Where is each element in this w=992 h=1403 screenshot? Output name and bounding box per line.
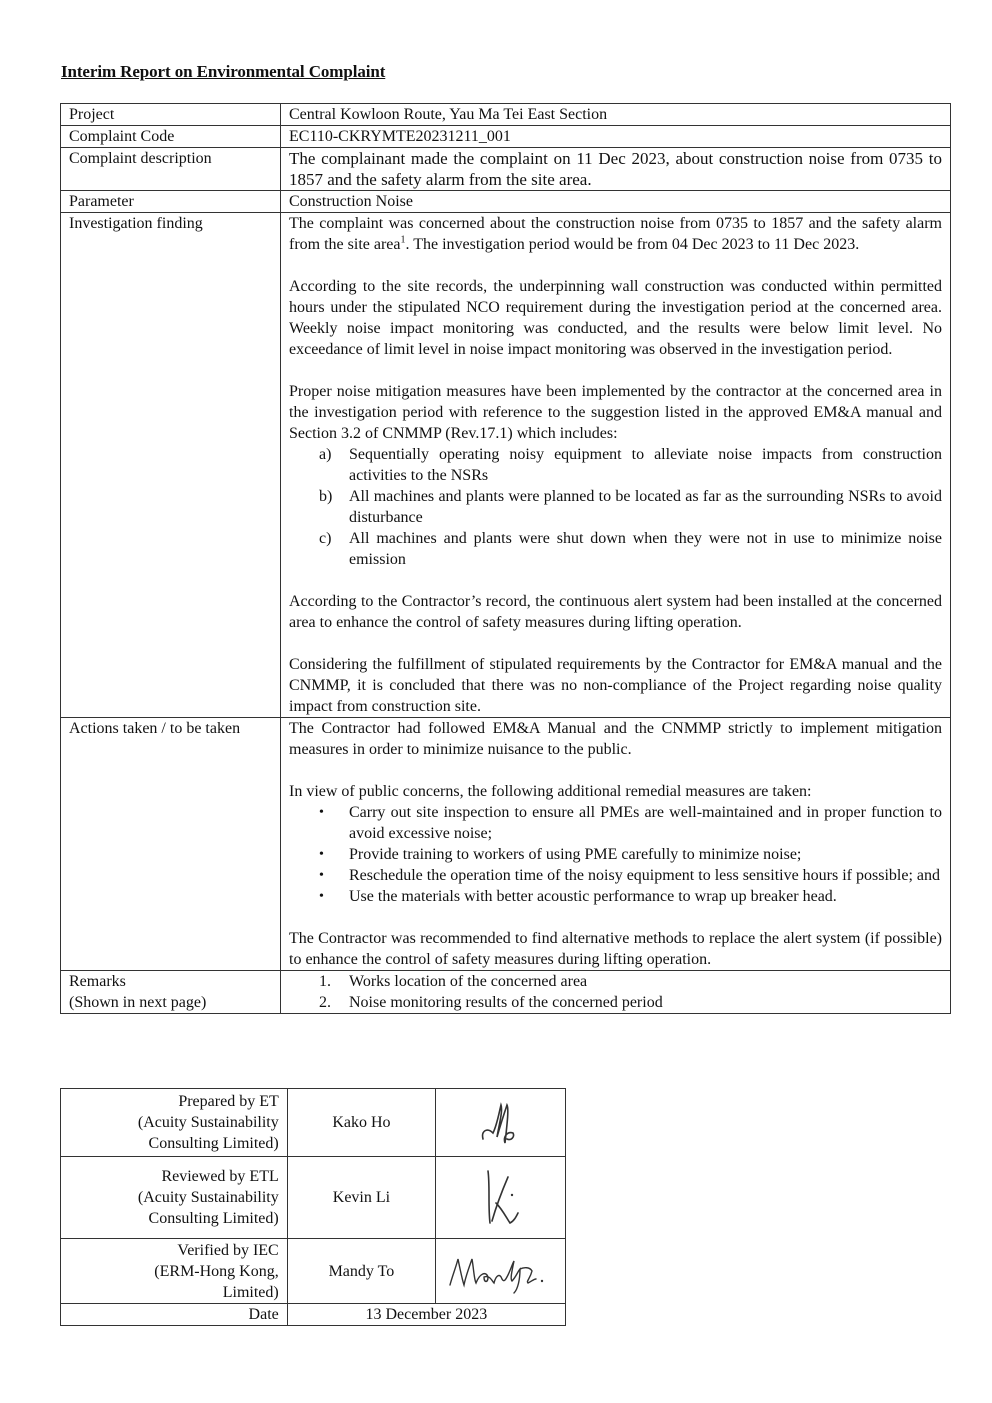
finding-paragraph-3: Proper noise mitigation measures have been implemented by the contractor at the concerned area in the investigation period with reference to the suggestion listed in the approved EM&A manual and Section 3.2 of CNMMP (Rev.17.1) which includes: — [289, 383, 942, 442]
signoff-table — [60, 1088, 566, 1326]
complaint-code-value: EC110-CKRYMTE20231211_001 — [281, 126, 951, 148]
row-project — [61, 104, 951, 126]
list-item: c) All machines and plants were shut down when they were not in use to minimize noise emission — [319, 530, 942, 568]
date-label: Date — [61, 1304, 288, 1326]
reviewed-name: Kevin Li — [287, 1157, 435, 1239]
complaint-code-label: Complaint Code — [61, 126, 281, 148]
mitigation-measures-list — [289, 444, 942, 570]
remarks-value — [281, 971, 951, 1014]
actions-paragraph-3: The Contractor was recommended to find alternative methods to replace the alert system (if possible) to enhance the control of safety measures during lifting operation. — [289, 930, 942, 968]
verified-role: Verified by IEC (ERM-Hong Kong, Limited) — [61, 1239, 288, 1304]
signature-icon — [471, 1097, 531, 1149]
finding-paragraph-1: The complaint was concerned about the construction noise from 0735 to 1857 and the safety alarm from the site area$^1$. The investigation period would be from 04 Dec 2023 to 11 Dec 2023. — [289, 215, 942, 253]
actions-value — [281, 718, 951, 971]
complaint-table — [60, 103, 951, 1014]
signoff-row-date — [61, 1304, 566, 1326]
signature-icon — [466, 1163, 536, 1233]
row-actions — [61, 718, 951, 971]
actions-label: Actions taken / to be taken — [61, 718, 281, 971]
project-label: Project — [61, 104, 281, 126]
project-value: Central Kowloon Route, Yau Ma Tei East Section — [281, 104, 951, 126]
bullet-icon: • — [319, 868, 324, 883]
signature-icon — [438, 1249, 563, 1294]
complaint-description-label: Complaint description — [61, 148, 281, 191]
list-item: • Use the materials with better acoustic performance to wrap up breaker head. — [319, 888, 837, 905]
complaint-description-value: The complainant made the complaint on 11 Dec 2023, about construction noise from 0735 to 1857 and the safety alarm from the site area. — [281, 148, 951, 191]
prepared-role: Prepared by ET (Acuity Sustainability Consulting Limited) — [61, 1089, 288, 1157]
bullet-icon: • — [319, 805, 324, 820]
report-title: Interim Report on Environmental Complaint — [61, 62, 386, 81]
list-item: • Carry out site inspection to ensure all PMEs are well-maintained and in proper function to avoid excessive noise; — [319, 804, 942, 842]
remarks-label: Remarks (Shown in next page) — [61, 971, 281, 1014]
finding-paragraph-5: Considering the fulfillment of stipulated requirements by the Contractor for EM&A manual and the CNMMP, it is concluded that there was no non-compliance of the Project regarding noise quality impact from construction site. — [289, 656, 942, 715]
row-parameter — [61, 191, 951, 213]
finding-paragraph-4: According to the Contractor’s record, the continuous alert system had been installed at the concerned area to enhance the control of safety measures during lifting operation. — [289, 593, 942, 631]
reviewed-signature — [436, 1157, 566, 1239]
signoff-row-prepared — [61, 1089, 566, 1157]
signoff-row-verified — [61, 1239, 566, 1304]
row-complaint-code — [61, 126, 951, 148]
signoff-row-reviewed — [61, 1157, 566, 1239]
row-remarks — [61, 971, 951, 1014]
row-complaint-description — [61, 148, 951, 191]
parameter-value: Construction Noise — [281, 191, 951, 213]
reviewed-role: Reviewed by ETL (Acuity Sustainability Consulting Limited) — [61, 1157, 288, 1239]
investigation-finding-label: Investigation finding — [61, 213, 281, 718]
list-item: 2. Noise monitoring results of the concerned period — [319, 994, 663, 1011]
parameter-label: Parameter — [61, 191, 281, 213]
verified-signature — [436, 1239, 566, 1304]
row-investigation-finding — [61, 213, 951, 718]
actions-paragraph-1: The Contractor had followed EM&A Manual and the CNMMP strictly to implement mitigation measures in order to minimize nuisance to the public. — [289, 720, 942, 758]
finding-paragraph-2: According to the site records, the underpinning wall construction was conducted within permitted hours under the stipulated NCO requirement during the investigation period at the concerned area. Weekly noise impact monitoring was conducted, and the results were below limit level. No exceedance of limit level in noise impact monitoring was observed in the investigation period. — [289, 278, 942, 358]
prepared-name: Kako Ho — [287, 1089, 435, 1157]
list-item: a) Sequentially operating noisy equipment to alleviate noise impacts from construction activities to the NSRs — [319, 446, 942, 484]
remedial-measures-list — [289, 802, 942, 907]
list-item: b) All machines and plants were planned to be located as far as the surrounding NSRs to avoid disturbance — [319, 488, 942, 526]
prepared-signature — [436, 1089, 566, 1157]
list-item: 1. Works location of the concerned area — [319, 973, 588, 990]
footnote-marker: 1 — [400, 234, 406, 246]
verified-name: Mandy To — [287, 1239, 435, 1304]
investigation-finding-value — [281, 213, 951, 718]
bullet-icon: • — [319, 889, 324, 904]
bullet-icon: • — [319, 847, 324, 862]
remarks-list — [289, 971, 942, 1013]
list-item: • Provide training to workers of using PME carefully to minimize noise; — [319, 846, 802, 863]
actions-paragraph-2: In view of public concerns, the following additional remedial measures are taken: — [289, 783, 812, 800]
date-value: 13 December 2023 — [287, 1304, 565, 1326]
list-item: • Reschedule the operation time of the noisy equipment to less sensitive hours if possible; and — [319, 867, 940, 884]
